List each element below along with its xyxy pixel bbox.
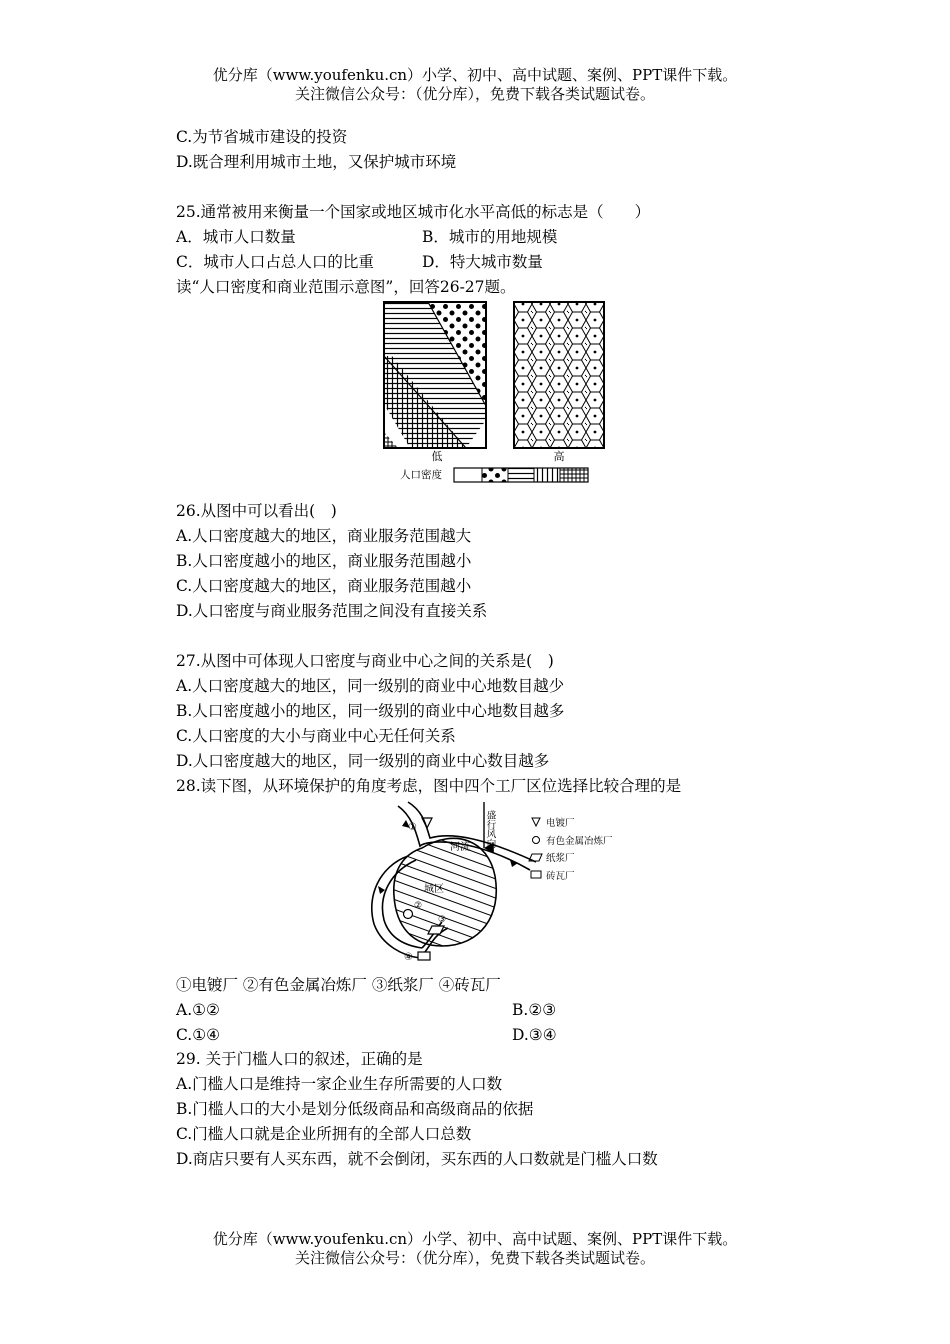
q28-factories: ①电镀厂 ②有色金属冶炼厂 ③纸浆厂 ④砖瓦厂 [176,976,501,994]
wind-label: 盛行风向 [484,810,496,848]
q29-stem: 29. 关于门槛人口的叙述，正确的是 [176,1050,423,1068]
page-footer [0,1230,950,1268]
q24-option-c: C.为节省城市建设的投资 [176,128,348,146]
footer-line-2: 关注微信公众号：（优分库），免费下载各类试题试卷。 [294,1249,655,1267]
q26-option-a: A.人口密度越大的地区，商业服务范围越大 [176,527,472,545]
q28-option-d: D.③④ [512,1026,557,1044]
q29-option-d: D.商店只要有人买东西，就不会倒闭，买东西的人口数就是门槛人口数 [176,1150,658,1168]
factory-4-brick-icon [418,952,430,960]
legend-pulp: 纸浆厂 [546,853,575,864]
factory-2-smelter-icon [404,910,413,919]
q28-option-b: B.②③ [512,1001,557,1019]
legend-smelter: 有色金属冶炼厂 [546,836,613,847]
q27-option-c: C.人口密度的大小与商业中心无任何关系 [176,727,456,745]
factory-legend [529,817,613,882]
q29-option-b: B.门槛人口的大小是划分低级商品和高级商品的依据 [176,1100,534,1118]
q27-option-d: D.人口密度越大的地区，同一级别的商业中心数目越多 [176,752,550,770]
low-density-panel [384,302,486,448]
footer-line-1: 优分库（www.youfenku.cn）小学、初中、高中试题、案例、PPT课件下载。 [212,1230,738,1248]
legend-plating: 电镀厂 [546,818,575,829]
mark-1: ① [408,822,417,833]
population-density-commerce-figure [370,296,610,488]
intro-26-27: 读“人口密度和商业范围示意图”，回答26-27题。 [176,278,516,296]
q26-option-d: D.人口密度与商业服务范围之间没有直接关系 [176,602,488,620]
legend-brick: 砖瓦厂 [546,871,575,882]
q27-stem: 27.从图中可体现人口密度与商业中心之间的关系是( ) [176,652,554,670]
q26-stem: 26.从图中可以看出( ) [176,502,337,520]
q25-option-a: A．城市人口数量 [176,228,296,246]
river-label: 河流 [450,842,470,853]
q25-option-b: B．城市的用地规模 [422,228,558,246]
high-density-panel [514,302,604,448]
q27-option-a: A.人口密度越大的地区，同一级别的商业中心地数目越少 [176,677,565,695]
header-line-2: 关注微信公众号：（优分库），免费下载各类试题试卷。 [294,85,655,103]
mark-2: ② [414,901,423,911]
mark-4: ④ [404,952,413,963]
q28-option-a: A.①② [176,1001,220,1019]
header-line-1: 优分库（www.youfenku.cn）小学、初中、高中试题、案例、PPT课件下载。 [212,66,738,84]
q25-stem: 25.通常被用来衡量一个国家或地区城市化水平高低的标志是（ ） [176,203,651,221]
q28-option-c: C.①④ [176,1026,221,1044]
mark-3: ③ [438,915,447,925]
low-label: 低 [431,450,443,463]
q26-option-c: C.人口密度越大的地区，商业服务范围越小 [176,577,472,595]
q25-option-d: D．特大城市数量 [422,253,543,271]
legend-label: 人口密度 [400,469,442,481]
factory-location-map [360,796,630,968]
q29-option-c: C.门槛人口就是企业所拥有的全部人口总数 [176,1125,472,1143]
q28-stem: 28.读下图，从环境保护的角度考虑，图中四个工厂区位选择比较合理的是 [176,777,682,795]
q25-option-c: C．城市人口占总人口的比重 [176,253,374,271]
city-label: 城区 [424,884,444,895]
density-legend-bar [454,468,588,482]
page-header [0,66,950,104]
q27-option-b: B.人口密度越小的地区，同一级别的商业中心地数目越多 [176,702,565,720]
high-label: 高 [553,450,565,463]
q29-option-a: A.门槛人口是维持一家企业生存所需要的人口数 [176,1075,503,1093]
q24-option-d: D.既合理利用城市土地，又保护城市环境 [176,153,457,171]
q26-option-b: B.人口密度越小的地区，商业服务范围越小 [176,552,472,570]
